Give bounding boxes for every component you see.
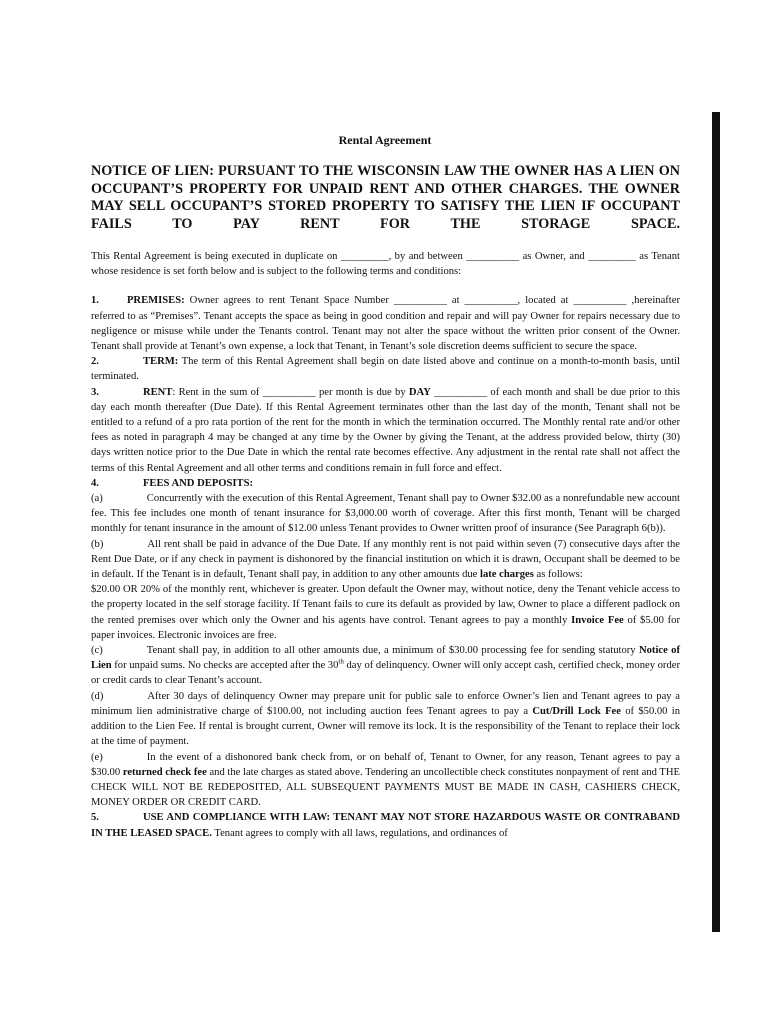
section-text: The term of this Rental Agreement shall begin on date listed above and continue on a month-to-month basis, until terminated.: [91, 356, 680, 383]
subsection-c: [91, 643, 680, 689]
scan-edge-bar: [712, 112, 720, 932]
subsection-e: [91, 750, 680, 811]
section-heading: RENT: [142, 386, 173, 398]
section-fees-heading: [91, 476, 680, 491]
subsection-text: and the late charges as stated above. Tendering an uncollectible check constitutes nonpayment of rent and THE CHECK WILL NOT BE REDEPOSITED, ALL SUBSEQUENT PAYMENTS MUST BE MADE IN CASH, CASHIERS CHECK, MONEY ORDER OR CREDIT CARD.: [91, 766, 681, 809]
section-number: 2.: [91, 356, 99, 368]
subsection-text: as follows:: [533, 569, 583, 581]
section-term: [91, 354, 680, 384]
superscript: th: [338, 657, 344, 666]
section-text: Owner agrees to rent Tenant Space Number __________ at __________, located at __________ ,hereinafter referred to as “Premises”. Tenant accepts the space as being in good condition and repair and will pay Owner for repairs necessary due to negligence or misuse while under the Tenants control. Tenant may not alter the space without the written prior consent of the Owner. Tenant shall provide at Tenant’s own expense, a lock that Tenant, in Tenant’s sole discretion deems sufficient to secure the space.: [91, 295, 680, 353]
subsection-text: All rent shall be paid in advance of the Due Date. If any monthly rent is not paid within seven (7) consecutive days after the Rent Due Date, or if any check in payment is dishonored by the financial institution on which it is drawn, Occupant shall be deemed to be in default. If the Tenant is in default, Tenant shall pay, in addition to any other amounts due: [91, 538, 680, 581]
subsection-text: Tenant shall pay, in addition to all other amounts due, a minimum of $30.00 processing fee for sending statutory: [146, 645, 639, 657]
invoice-fee-label: Invoice Fee: [571, 614, 624, 626]
cut-drill-lock-fee-label: Cut/Drill Lock Fee: [532, 705, 621, 717]
subsection-text: Concurrently with the execution of this Rental Agreement, Tenant shall pay to Owner $32.00 as a nonrefundable new account fee. This fee includes one month of tenant insurance for $3,000.00 worth of coverage. After this first month, Tenant will be charged monthly for tenant insurance in the amount of $12.00 unless Tenant provides to Owner written proof of insurance (See Paragraph 6(b)).: [91, 493, 680, 535]
section-use-and-compliance: [91, 810, 680, 840]
subsection-text: In the event of a dishonored bank check from, or on behalf of, Tenant to Owner, for any reason, Tenant agrees to pay a $30.00: [91, 751, 680, 778]
subsection-text: of $5.00 for paper invoices. Electronic invoices are free.: [91, 614, 681, 641]
section-heading: USE AND COMPLIANCE WITH LAW: TENANT MAY NOT STORE HAZARDOUS WASTE OR CONTRABAND IN THE LEASED SPACE.: [91, 812, 680, 839]
section-number: 1.: [91, 295, 99, 307]
day-label: DAY: [408, 386, 431, 398]
late-charges-label: late charges: [480, 569, 534, 581]
subsection-text: $20.00 OR 20% of the monthly rent, whichever is greater. Upon default the Owner may, without notice, deny the Tenant vehicle access to the property located in the self storage facility. If Tenant fails to cure its default as provided by law, Owner to place a different padlock on the rented premises over which only the Owner and his agents have control. Tenant agrees to pay a monthly: [91, 584, 680, 626]
section-heading: FEES AND DEPOSITS:: [142, 477, 254, 489]
section-text: __________ of each month and shall be due prior to this day each month thereafter (Due Date). If this Rental Agreement terminates other than the last day of the month, Tenant shall not be entitled to a refund of a pro rata portion of the rent for the month in which the termination occurred. The Monthly rental rate and/or other fees as noted in paragraph 4 may be changed at any time by the Owner by giving the Tenant, at the address provided below, thirty (30) days written notice prior to the Due Date in which the rental rate becomes effective. Any adjustment in the rental rate shall not affect the terms of this Rental Agreement and all other terms and conditions remain in full force and effect.: [91, 386, 680, 474]
subsection-a: [91, 491, 680, 537]
section-heading: TERM:: [142, 356, 179, 368]
notice-of-lien-label: Notice of Lien: [91, 645, 681, 672]
subsection-text: of $50.00 in addition to the Lien Fee. If rental is brought current, Owner will remove its lock. It is the responsibility of the Tenant to replace their lock at the time of payment.: [91, 705, 681, 748]
section-text: Tenant agrees to comply with all laws, regulations, and ordinances of: [211, 827, 508, 839]
subsection-label: (a): [91, 493, 103, 505]
document-title: Rental Agreement: [338, 133, 432, 147]
section-text: : Rent in the sum of __________ per month is due by: [172, 386, 409, 398]
agreement-body: [91, 249, 680, 841]
subsection-label: (e): [91, 751, 103, 763]
section-premises: [91, 293, 680, 354]
subsection-label: (b): [91, 538, 104, 550]
notice-text: NOTICE OF LIEN: PURSUANT TO THE WISCONSIN LAW THE OWNER HAS A LIEN ON OCCUPANT’S PROPERTY FOR UNPAID RENT AND OTHER CHARGES. THE OWNER MAY SELL OCCUPANT’S STORED PROPERTY TO SATISFY THE LIEN IF OCCUPANT FAILS TO PAY RENT FOR THE STORAGE SPACE.: [91, 163, 680, 232]
section-heading: PREMISES:: [126, 295, 185, 307]
section-number: 3.: [91, 386, 99, 398]
subsection-text: day of delinquency. Owner will only accept cash, certified check, money order or credit cards to clear Tenant’s account.: [91, 660, 680, 687]
notice-of-lien: [91, 163, 680, 233]
subsection-label: (c): [91, 645, 103, 657]
subsection-b: [91, 537, 680, 583]
section-number: 5.: [91, 812, 99, 824]
intro-text: This Rental Agreement is being executed in duplicate on _________, by and between __________ as Owner, and _________ as Tenant whose residence is set forth below and is subject to the following terms and conditions:: [91, 251, 680, 278]
subsection-text: After 30 days of delinquency Owner may prepare unit for public sale to enforce Owner’s lien and Tenant agrees to pay a minimum lien administrative charge of $100.00, not including auction fees Tenant agrees to pay a: [91, 690, 680, 717]
subsection-d: [91, 689, 680, 750]
subsection-label: (d): [91, 690, 104, 702]
intro-paragraph: [91, 249, 680, 279]
section-rent: [91, 385, 680, 476]
subsection-text: for unpaid sums. No checks are accepted after the 30: [111, 660, 339, 672]
section-number: 4.: [91, 477, 99, 489]
returned-check-fee-label: returned check fee: [122, 766, 207, 778]
subsection-b-continued: [91, 582, 680, 643]
